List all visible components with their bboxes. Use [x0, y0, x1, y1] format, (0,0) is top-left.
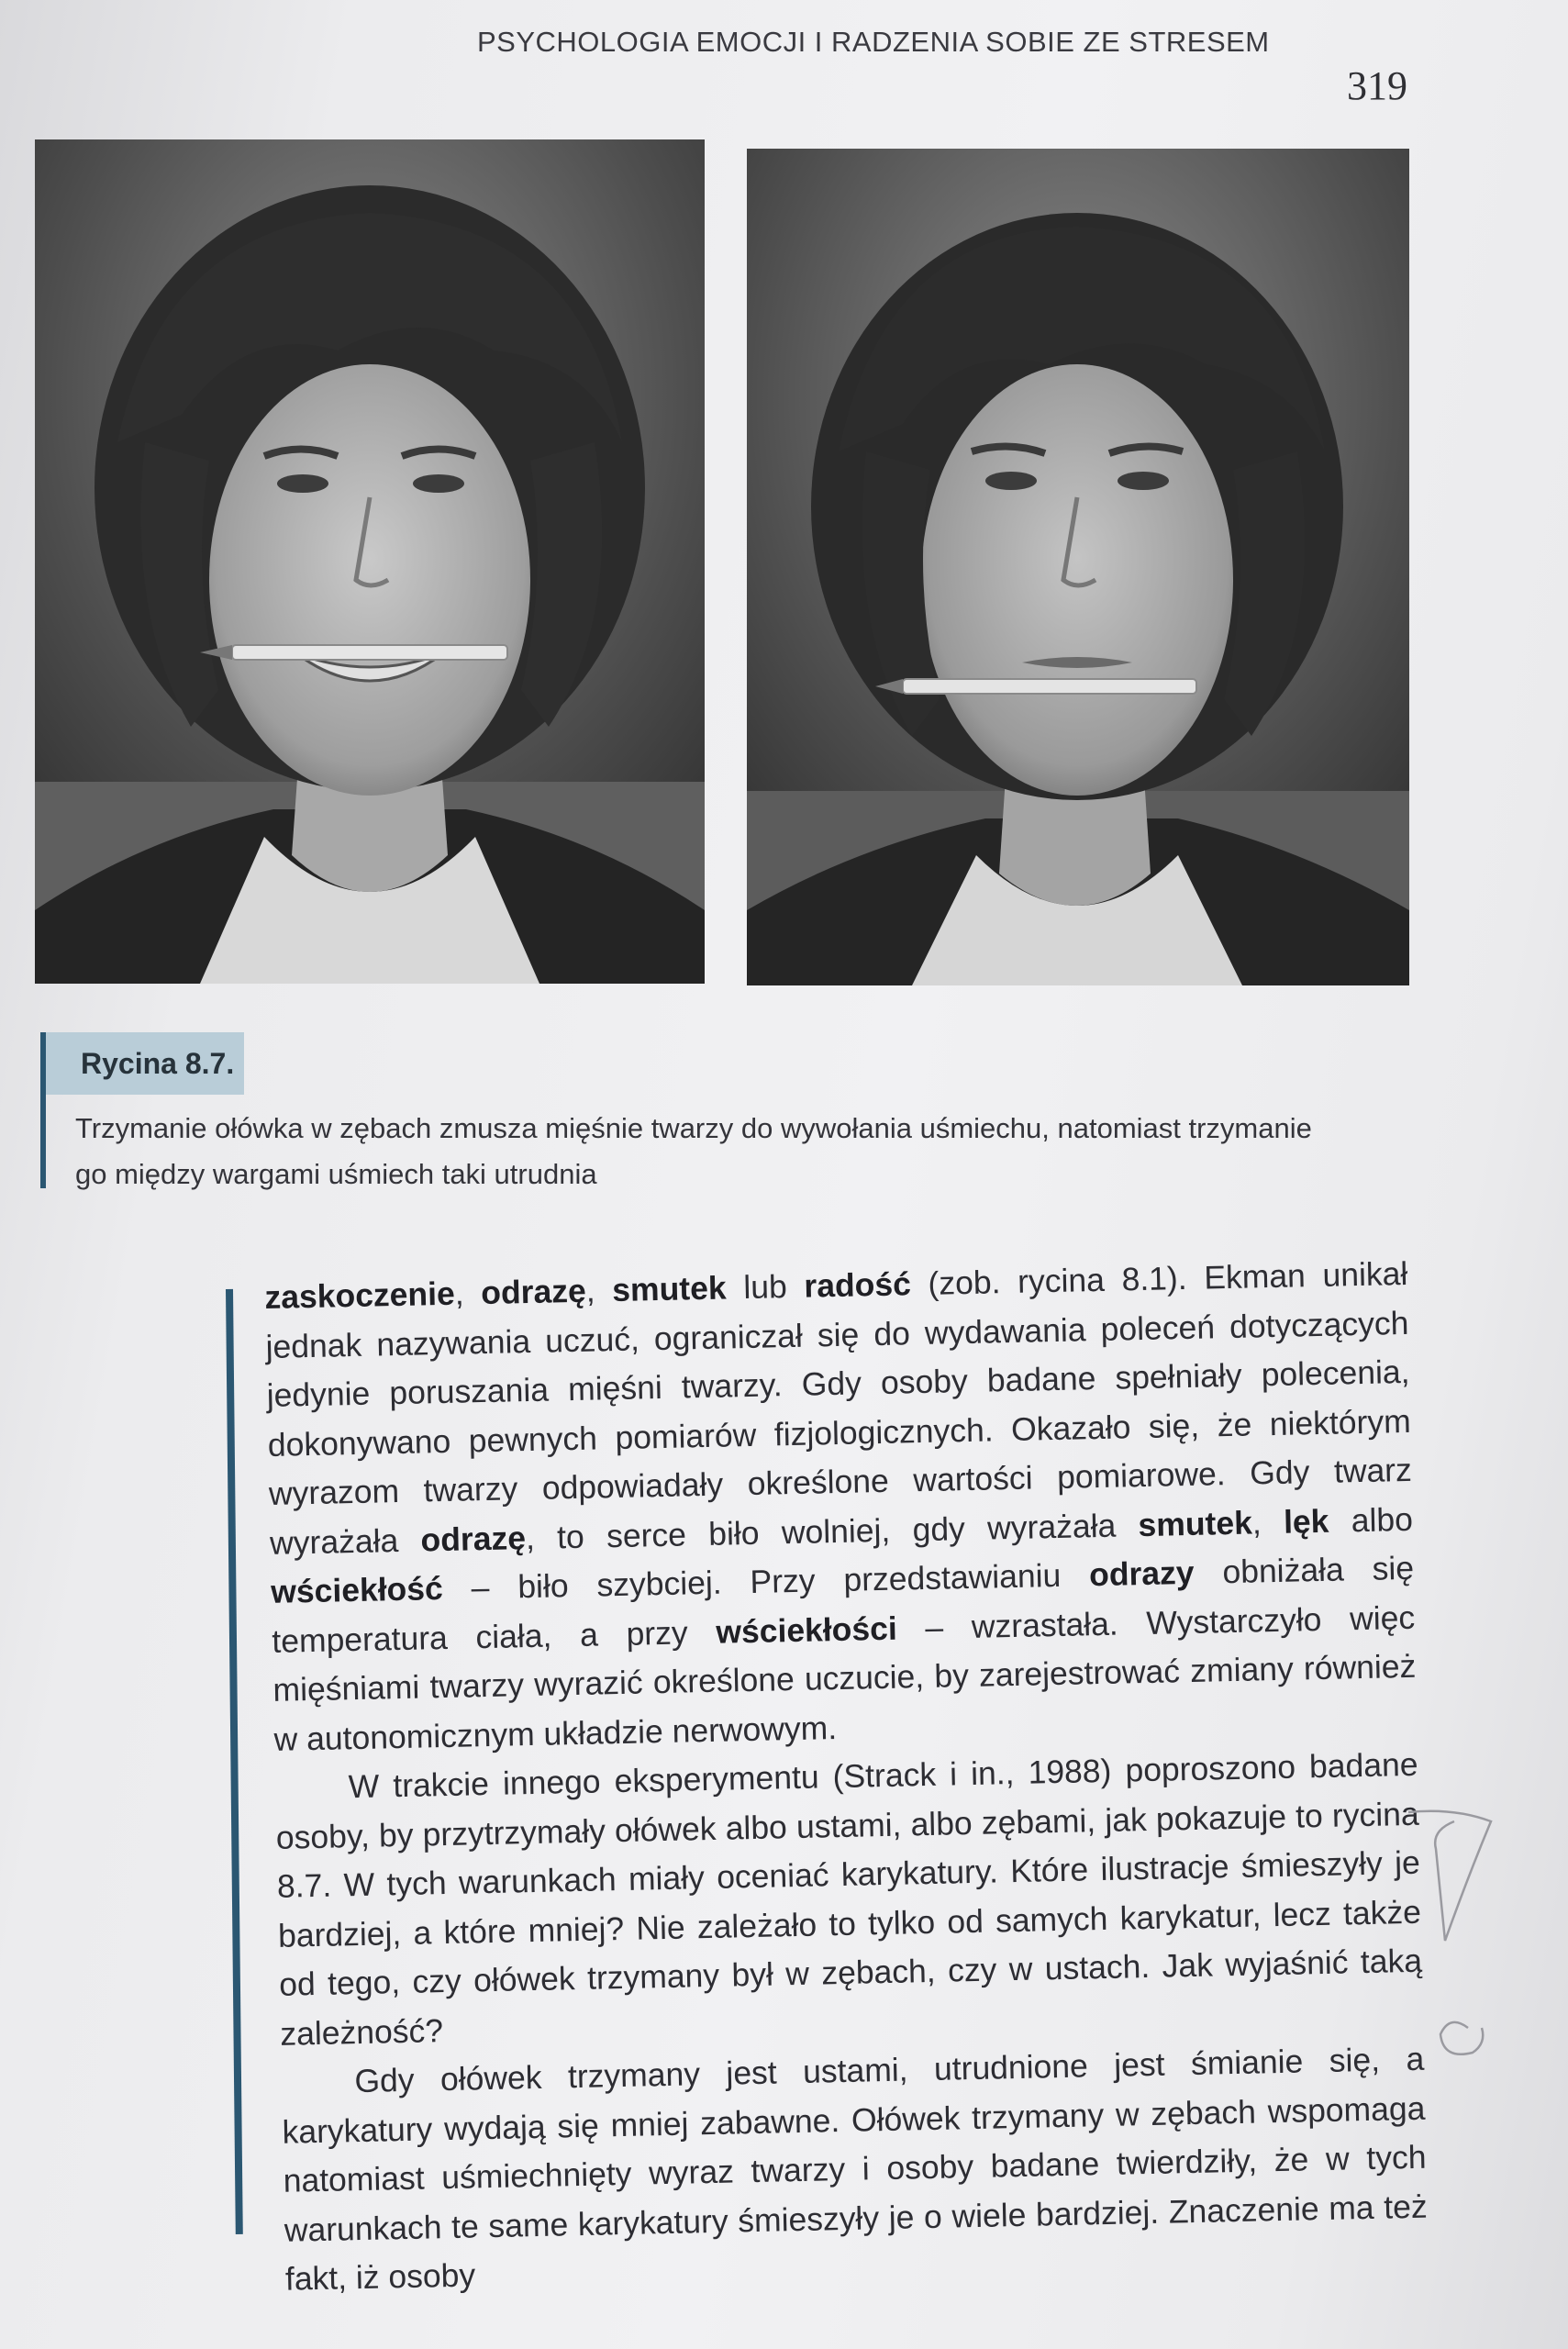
- paragraph-1: [264, 1250, 1418, 1765]
- keyword: odrazę: [480, 1272, 587, 1312]
- keyword: lęk: [1283, 1502, 1329, 1541]
- keyword: wściekłość: [270, 1570, 444, 1610]
- text-run: lub: [726, 1267, 805, 1307]
- keyword: zaskoczenie: [264, 1275, 456, 1316]
- body-text: [264, 1250, 1429, 2304]
- text-run: – biło szybciej. Przy przedstawianiu: [442, 1556, 1090, 1607]
- margin-pencil-annotation: [1399, 1794, 1500, 2097]
- keyword: wściekłości: [715, 1609, 898, 1651]
- figure-caption: [75, 1106, 1415, 1197]
- keyword: smutek: [1138, 1504, 1253, 1543]
- photo-left-image: [35, 139, 705, 984]
- figure-label: Rycina 8.7.: [46, 1032, 244, 1095]
- figure-caption-line-2: go między wargami uśmiech taki utrudnia: [75, 1158, 597, 1190]
- keyword: odrazę: [420, 1519, 527, 1558]
- page-number: 319: [1347, 63, 1407, 108]
- figure-caption-line-1: Trzymanie ołówka w zębach zmusza mięśnie twarzy do wywołania uśmiechu, natomiast trzymanie: [75, 1112, 1312, 1144]
- text-run: ,: [454, 1275, 482, 1312]
- text-run: ,: [1251, 1503, 1284, 1542]
- photo-pencil-between-lips: [747, 149, 1409, 985]
- photo-pencil-in-teeth: [35, 139, 705, 984]
- text-run: ,: [585, 1272, 613, 1309]
- paragraph-3: Gdy ołówek trzymany jest ustami, utrudnione jest śmianie się, a karykatury wydają się mniej zabawne. Ołówek trzymany w zębach wspomaga natomiast uśmiechnięty wyraz twarzy i osoby badane twierdziły, że w tych warunkach te same karykatury śmieszyły je o wiele bardziej. Znaczenie ma też fakt, iż osoby: [282, 2040, 1428, 2298]
- keyword: radość: [803, 1265, 912, 1305]
- photo-right-image: [747, 149, 1409, 985]
- text-run: albo: [1328, 1500, 1414, 1540]
- keyword: odrazy: [1088, 1553, 1195, 1594]
- running-header: PSYCHOLOGIA EMOCJI I RADZENIA SOBIE ZE STRESEM: [477, 26, 1270, 58]
- keyword: smutek: [611, 1269, 728, 1309]
- text-run: (zob. rycina 8.1). Ekman unikał jednak nazywania uczuć, ograniczał się do wydawania poleceń dotyczących jedynie poruszania mięśni twarzy. Gdy osoby badane spełniały polecenia, dokonywano pewnych pomiarów fizjologicznych. Okazało się, że niektórym wyrazom twarzy odpowiadały określone wartości pomiarowe. Gdy twarz wyrażała: [265, 1254, 1413, 1562]
- text-run: obniżała się temperatura ciała, a przy: [271, 1549, 1415, 1660]
- paragraph-2: W trakcie innego eksperymentu (Strack i in., 1988) poproszono badane osoby, by przytrzymały ołówek albo ustami, albo zębami, jak pokazuje to rycina 8.7. W tych warunkach miały oceniać karykatury. Które ilustracje śmieszyły je bardziej, a które mniej? Nie zależało to tylko od samych karykatur, lecz także od tego, czy ołówek trzymany był w zębach, czy w ustach. Jak wyjaśnić taką zależność?: [275, 1745, 1423, 2053]
- body-accent-bar: [226, 1289, 243, 2234]
- text-run: – wzrastała. Wystarczyło więc mięśniami twarzy wyrazić określone uczucie, by zarejestrować zmiany również w autonomicznym układzie nerwowym.: [272, 1598, 1417, 1758]
- text-run: , to serce biło wolniej, gdy wyrażała: [525, 1506, 1139, 1556]
